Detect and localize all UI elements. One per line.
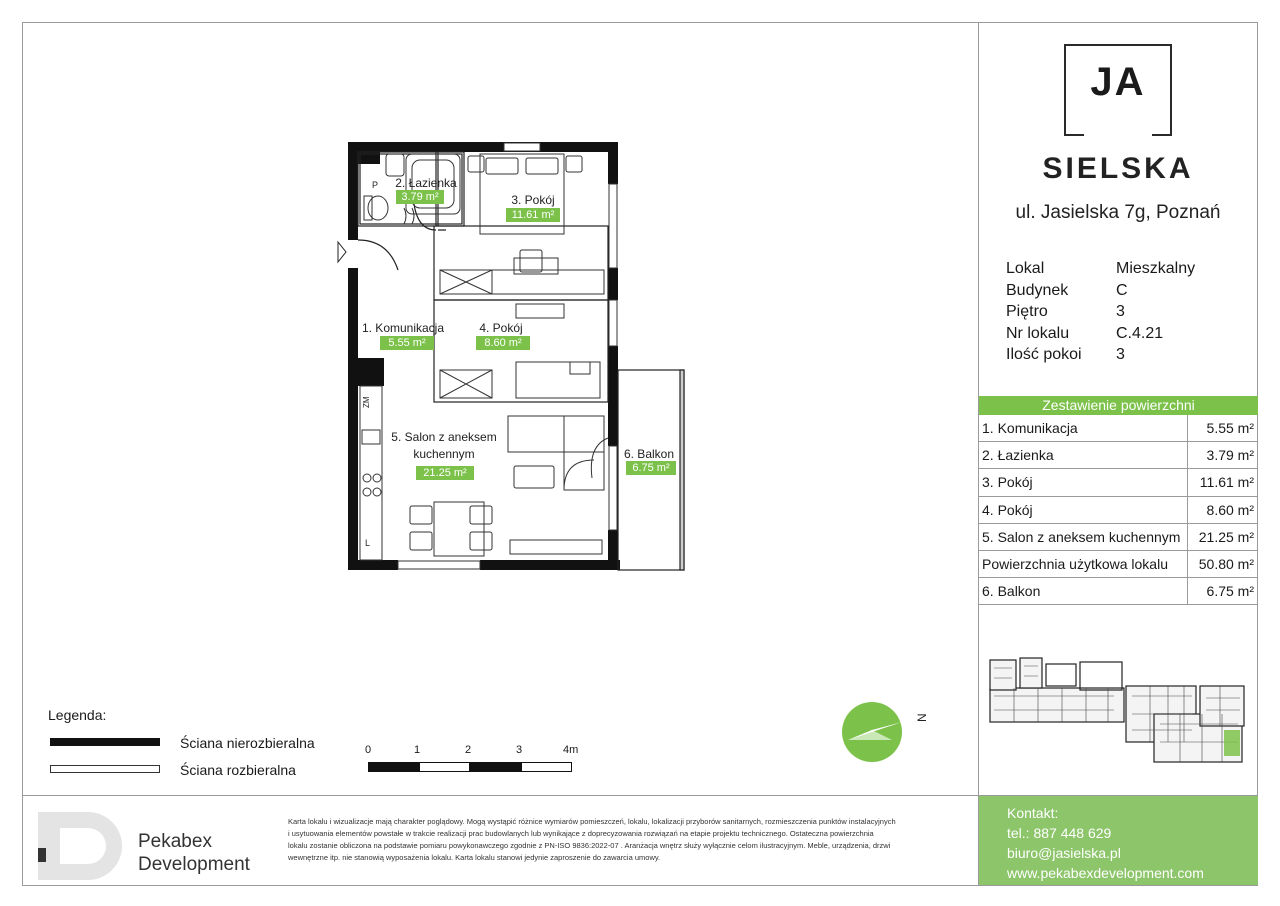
room-area-balcony: 6.75 m² — [626, 461, 676, 475]
room-area-bedroom-3: 11.61 m² — [506, 208, 560, 222]
info-key: Lokal — [1006, 260, 1045, 277]
logo-mark: JA — [1090, 60, 1146, 104]
room-label-living-2: kuchennym — [413, 447, 475, 461]
info-key: Ilość pokoi — [1006, 346, 1082, 363]
legend-swatch-light — [50, 765, 160, 773]
area-value: 50.80 m² — [1198, 555, 1254, 572]
room-label-hall: 1. Komunikacja — [361, 321, 445, 335]
developer-name-line2: Development — [138, 854, 250, 875]
scale-segment — [521, 762, 572, 772]
info-key: Nr lokalu — [1006, 324, 1070, 342]
room-area-living: 21.25 m² — [416, 466, 474, 480]
scale-tick: 4m — [563, 744, 579, 756]
contact-phone[interactable]: tel.: 887 448 629 — [1007, 825, 1112, 841]
area-value: 3.79 m² — [1206, 447, 1254, 464]
scale-tick: 3 — [516, 744, 523, 756]
info-row — [1006, 344, 1195, 366]
area-name: 2. Łazienka — [982, 447, 1054, 464]
scale-tick: 0 — [365, 744, 372, 756]
scale-segment — [419, 762, 470, 772]
info-row — [1006, 258, 1195, 280]
legend-swatch-solid — [50, 738, 160, 746]
room-area-bedroom-4: 8.60 m² — [476, 336, 530, 350]
contact-email[interactable]: biuro@jasielska.pl — [1007, 845, 1121, 861]
table-row — [979, 497, 1258, 524]
info-value: 3 — [1116, 346, 1125, 363]
table-row — [979, 415, 1258, 442]
area-table-header: Zestawienie powierzchni — [979, 396, 1258, 415]
info-value: C.4.21 — [1116, 324, 1164, 342]
pekabex-logo — [34, 810, 130, 882]
legend-item-light: Ściana rozbieralna — [180, 762, 296, 778]
room-label-bedroom-4: 4. Pokój — [479, 321, 523, 335]
legend-item-solid: Ściana nierozbieralna — [180, 735, 315, 751]
scale-tick: 1 — [414, 744, 421, 756]
fixture-zm-label: ZM — [362, 396, 371, 408]
area-table — [979, 415, 1258, 605]
room-label-balcony: 6. Balkon — [623, 447, 675, 461]
info-row — [1006, 323, 1195, 345]
area-name: 3. Pokój — [982, 474, 1033, 491]
room-label-living: 5. Salon z aneksem — [391, 430, 497, 444]
area-value: 8.60 m² — [1206, 501, 1254, 518]
scale-segment — [368, 762, 419, 772]
fixture-l-label: L — [365, 538, 371, 548]
info-value: 3 — [1116, 303, 1125, 320]
info-row — [1006, 280, 1195, 302]
room-area-hall: 5.55 m² — [380, 336, 434, 350]
disclaimer-line: lokalu zostanie obliczona na podstawie pomiaru powykonawczego zgodnie z PN-ISO 9836:2022-07 . Aranżacja wnętrz służy wyłącznie celom ilustracyjnym. Meble, urządzenia, drzwi — [288, 841, 891, 850]
floor-plan — [320, 130, 700, 580]
room-label-bedroom-3: 3. Pokój — [511, 193, 555, 207]
disclaimer-line: i usytuowania elementów powstałe w trakcie realizacji prac budowlanych lub wynikające z doprecyzowania rozwiązań na etapie projektu technicznego. Ostateczna powierzchnia — [288, 829, 874, 838]
compass-icon — [842, 700, 932, 764]
unit-info — [1006, 258, 1195, 366]
info-value: C — [1116, 281, 1128, 299]
disclaimer-line: Karta lokalu i wizualizacje mają charakter poglądowy. Mogą wystąpić różnice wymiarów pomieszczeń, lokalu, lokalizacji przyborów sanitarnych, rozmieszczenia punktów instalacyjnych — [288, 817, 896, 826]
fixture-p-label: P — [372, 180, 379, 190]
scale-bar — [365, 744, 579, 776]
table-row — [979, 551, 1258, 578]
area-value: 6.75 m² — [1206, 583, 1254, 600]
area-value: 11.61 m² — [1199, 474, 1254, 491]
developer-name-line1: Pekabex — [138, 831, 212, 852]
disclaimer — [288, 816, 956, 864]
info-value: Mieszkalny — [1116, 260, 1196, 277]
table-row — [979, 469, 1258, 496]
area-value: 5.55 m² — [1206, 420, 1254, 436]
address: ul. Jasielska 7g, Poznań — [1015, 202, 1221, 223]
developer-name — [138, 830, 250, 876]
room-label-bathroom: 2. Łazienka — [395, 176, 457, 190]
table-row — [979, 442, 1258, 469]
area-name: 5. Salon z aneksem kuchennym — [982, 528, 1181, 545]
contact-box — [979, 796, 1258, 885]
area-name: 1. Komunikacja — [982, 420, 1078, 436]
area-name: Powierzchnia użytkowa lokalu — [982, 555, 1168, 572]
room-area-bathroom: 3.79 m² — [396, 190, 444, 204]
table-row — [979, 578, 1258, 605]
scale-segment — [470, 762, 521, 772]
area-name: 6. Balkon — [982, 583, 1041, 600]
legend-title: Legenda: — [48, 707, 107, 723]
unit-highlight — [1224, 730, 1240, 756]
info-row — [1006, 301, 1195, 323]
info-key: Budynek — [1006, 281, 1069, 299]
logo-rule — [1084, 134, 1152, 136]
ja-logo — [1064, 44, 1172, 136]
area-value: 21.25 m² — [1198, 528, 1254, 545]
table-row — [979, 524, 1258, 551]
contact-title: Kontakt: — [1007, 805, 1059, 821]
area-name: 4. Pokój — [982, 501, 1033, 518]
contact-website[interactable]: www.pekabexdevelopment.com — [1007, 865, 1204, 881]
compass-north-label: N — [915, 713, 929, 722]
disclaimer-line: wewnętrzne itp. nie stanowią wyposażenia lokalu. Karta lokalu stanowi jedynie zaproszenie do zawarcia umowy. — [288, 853, 661, 862]
key-plan-map — [984, 652, 1248, 776]
info-key: Piętro — [1006, 303, 1048, 320]
brand-name: SIELSKA — [1042, 152, 1194, 185]
scale-tick: 2 — [465, 744, 472, 756]
